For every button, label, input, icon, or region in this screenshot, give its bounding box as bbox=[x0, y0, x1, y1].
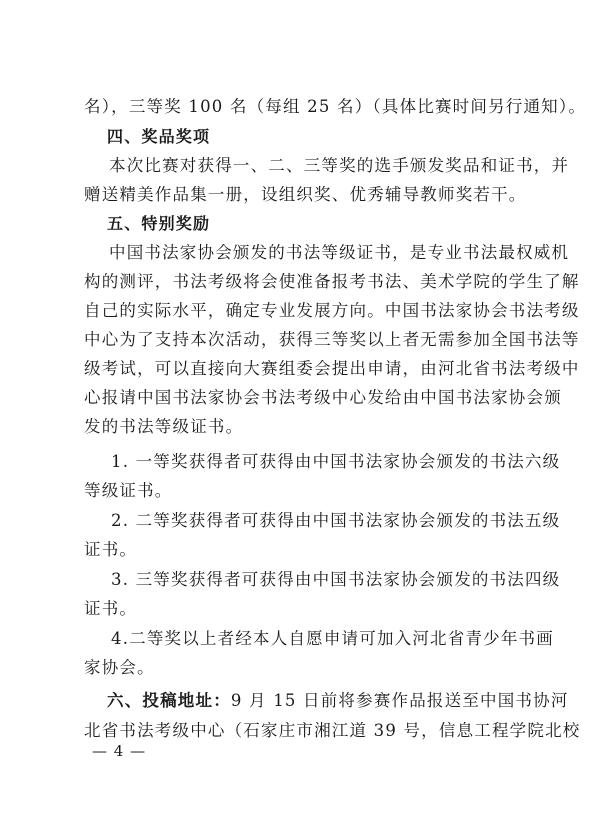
text-line: 赠送精美作品集一册，设组织奖、优秀辅导教师奖若干。 bbox=[84, 185, 527, 204]
text-line: 中国书法家协会颁发的书法等级证书，是专业书法最权威机 bbox=[109, 243, 570, 262]
list-item-third-prize: 3. 三等奖获得者可获得由中国书法家协会颁发的书法四级 bbox=[111, 570, 561, 589]
text-line: 心报请中国书法家协会书法考级中心发给由中国书法家协会颁 bbox=[84, 388, 562, 407]
list-item-second-prize: 2. 二等奖获得者可获得由中国书法家协会颁发的书法五级 bbox=[111, 511, 561, 530]
section-heading-prizes: 四、奖品奖项 bbox=[107, 127, 211, 146]
text-line: 中心为了支持本次活动，获得三等奖以上者无需参加全国书法等 bbox=[84, 330, 580, 349]
list-item-membership: 4.二等奖以上者经本人自愿申请可加入河北省青少年书画 bbox=[111, 629, 554, 648]
list-item-first-prize: 1. 一等奖获得者可获得由中国书法家协会颁发的书法六级 bbox=[111, 452, 561, 471]
submission-text: 9 月 15 日前将参赛作品报送至中国书协河 bbox=[230, 691, 569, 710]
text-line: 自己的实际水平，确定专业发展方向。中国书法家协会书法考级 bbox=[84, 301, 580, 320]
section-heading-special-awards: 五、特别奖励 bbox=[107, 214, 211, 233]
text-line: 构的测评，书法考级将会使准备报考书法、美术学院的学生了解 bbox=[84, 272, 580, 291]
text-line: 本次比赛对获得一、二、三等奖的选手颁发奖品和证书，并 bbox=[109, 156, 570, 175]
text-line: 发的书法等级证书。 bbox=[84, 417, 244, 436]
text-line: 证书。 bbox=[84, 540, 138, 559]
text-line: 级考试，可以直接向大赛组委会提出申请，由河北省书法考级中 bbox=[84, 359, 580, 378]
text-line: 等级证书。 bbox=[84, 481, 173, 500]
text-line: 家协会。 bbox=[84, 658, 155, 677]
text-line: 名），三等奖 100 名（每组 25 名）（具体比赛时间另行通知）。 bbox=[84, 97, 587, 116]
submission-line bbox=[107, 690, 569, 712]
section-heading-submission: 六、投稿地址： bbox=[107, 691, 231, 710]
page-number: — 4 — bbox=[92, 742, 147, 760]
text-line: 北省书法考级中心（石家庄市湘江道 39 号，信息工程学院北校 bbox=[84, 721, 581, 740]
text-line: 证书。 bbox=[84, 599, 138, 618]
